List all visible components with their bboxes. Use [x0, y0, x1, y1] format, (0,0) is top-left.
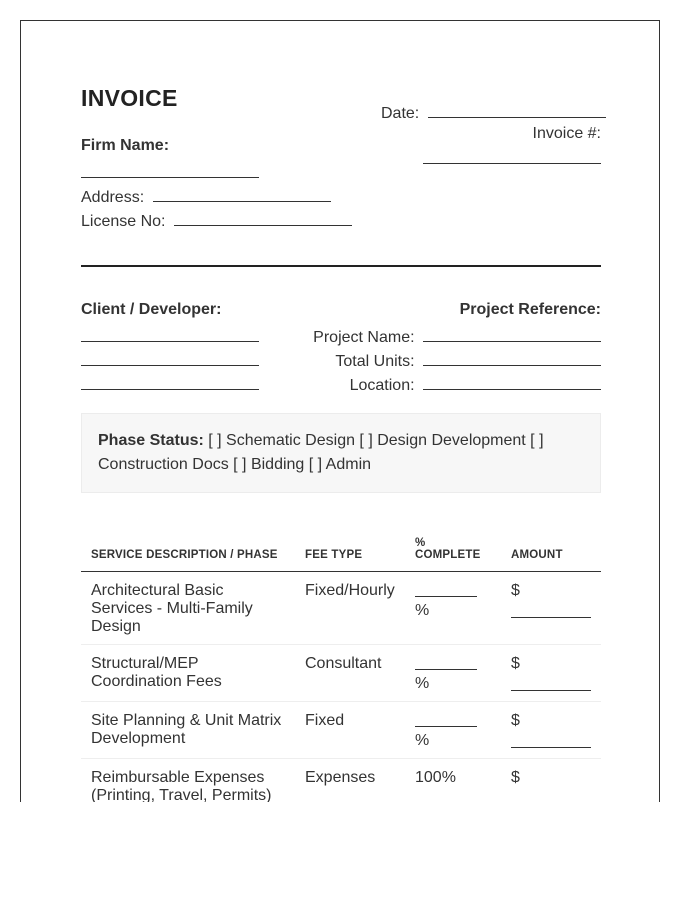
project-name-row [281, 325, 601, 347]
project-heading: Project Reference: [459, 301, 601, 318]
row-fee-type: Fixed/Hourly [295, 572, 405, 645]
location-label: Location: [349, 377, 415, 394]
row-description: Architectural Basic Services - Multi-Family Design [81, 572, 295, 645]
date-row [381, 101, 606, 123]
client-line-2[interactable] [81, 349, 259, 366]
amount-field[interactable] [511, 730, 591, 748]
row-amount [501, 702, 601, 759]
invoice-number-field[interactable] [423, 147, 601, 164]
percent-sign: % [415, 602, 430, 619]
license-label: License No: [81, 213, 166, 230]
dollar-sign: $ [511, 769, 520, 786]
table-row [81, 645, 601, 702]
project-name-label: Project Name: [313, 329, 415, 346]
phase-status-box [81, 413, 601, 493]
row-fee-type: Expenses [295, 759, 405, 803]
project-name-field[interactable] [423, 325, 601, 342]
address-label: Address: [81, 189, 145, 206]
table-row [81, 702, 601, 759]
row-fee-type: Fixed [295, 702, 405, 759]
dollar-sign: $ [511, 582, 520, 599]
row-complete [405, 572, 501, 645]
license-row [81, 209, 352, 231]
total-units-label: Total Units: [335, 353, 415, 370]
row-complete [405, 645, 501, 702]
dollar-sign: $ [511, 712, 520, 729]
row-amount [501, 759, 601, 803]
percent-sign: % [415, 732, 430, 749]
total-units-row [281, 349, 601, 371]
row-amount [501, 572, 601, 645]
col-header-description: SERVICE DESCRIPTION / PHASE [81, 527, 295, 572]
table-header-row [81, 527, 601, 572]
phase-status-label: Phase Status: [98, 432, 204, 449]
license-field[interactable] [174, 209, 352, 226]
date-label: Date: [381, 105, 420, 122]
amount-field[interactable] [511, 673, 591, 691]
client-heading: Client / Developer: [81, 301, 222, 318]
services-table [81, 527, 601, 802]
row-fee-type: Consultant [295, 645, 405, 702]
location-field[interactable] [423, 373, 601, 390]
col-header-amount: AMOUNT [501, 527, 601, 572]
client-line-1[interactable] [81, 325, 259, 342]
client-line-3[interactable] [81, 373, 259, 390]
row-description: Site Planning & Unit Matrix Development [81, 702, 295, 759]
row-amount [501, 645, 601, 702]
total-units-field[interactable] [423, 349, 601, 366]
invoice-number-label: Invoice #: [532, 125, 601, 142]
dollar-sign: $ [511, 655, 520, 672]
col-header-fee-type: FEE TYPE [295, 527, 405, 572]
row-complete: 100% [405, 759, 501, 803]
header-divider [81, 265, 601, 267]
phase-status-options[interactable]: [ ] Schematic Design [ ] Design Development [ ] Construction Docs [ ] Bidding [ ] Admin [98, 432, 544, 473]
date-field[interactable] [428, 101, 606, 118]
location-row [281, 373, 601, 395]
address-row [81, 185, 331, 207]
percent-sign: % [415, 675, 430, 692]
col-header-complete: % COMPLETE [405, 527, 501, 572]
invoice-page [20, 20, 660, 802]
firm-name-label: Firm Name: [81, 137, 170, 154]
table-row [81, 759, 601, 803]
table-row [81, 572, 601, 645]
amount-field[interactable] [511, 600, 591, 618]
firm-name-field[interactable] [81, 161, 259, 178]
row-complete [405, 702, 501, 759]
percent-field[interactable] [415, 582, 477, 597]
percent-field[interactable] [415, 712, 477, 727]
percent-field[interactable] [415, 655, 477, 670]
amount-field[interactable] [511, 787, 591, 802]
row-description: Reimbursable Expenses (Printing, Travel, Permits) [81, 759, 295, 803]
invoice-title: INVOICE [81, 85, 178, 111]
address-field[interactable] [153, 185, 331, 202]
row-description: Structural/MEP Coordination Fees [81, 645, 295, 702]
